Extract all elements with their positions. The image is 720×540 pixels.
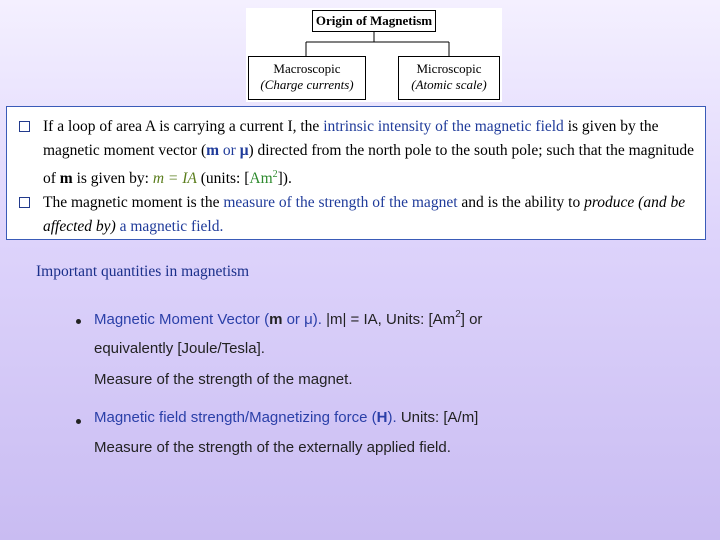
bullet2-highlight-field: a magnetic field.	[115, 218, 224, 236]
quantity-2-line-2: Measure of the strength of the externally applied field.	[94, 439, 451, 456]
bullet1-text-3: is given by the magnetic moment vector (	[43, 118, 659, 159]
bullet2-highlight-measure: measure of the strength of the magnet	[223, 194, 458, 212]
bullet1-or: or	[219, 142, 240, 159]
magnetic-moment-definition-box	[6, 106, 706, 240]
quantity-1-close: ).	[312, 311, 322, 328]
diagram-root-box	[312, 10, 436, 32]
definition-bullet-2	[17, 191, 695, 239]
quantity-1-formula-units: |m| = IA, Units: [Am	[321, 311, 456, 328]
bullet1-bold-m: m	[59, 170, 73, 188]
quantity-1-line-1	[94, 309, 482, 328]
bullet1-symbol-mu: μ	[239, 142, 249, 159]
quantity-1-or-end: ] or	[460, 311, 483, 328]
bullet2-text-3: and is the ability to	[457, 194, 585, 212]
quantity-2-name: Magnetic field strength/Magnetizing force (	[94, 409, 377, 426]
quantity-2-line-1	[94, 409, 478, 426]
quantity-1-name: Magnetic Moment Vector (	[94, 311, 270, 328]
bullet1-highlight-intrinsic: intrinsic intensity of the magnetic field	[323, 118, 564, 135]
definition-bullet-1	[17, 115, 695, 191]
bullet1-units-open: (units: [	[196, 170, 250, 188]
macroscopic-subtitle: (Charge currents)	[260, 77, 354, 92]
bullet1-text-9: is given by:	[72, 170, 153, 188]
bullet2-text-1: The magnetic moment is the	[43, 194, 224, 212]
microscopic-title: Microscopic	[416, 61, 482, 76]
bullet1-units-am: Am	[249, 170, 273, 188]
bullet2-italic-produce: produce (and be affected by)	[43, 194, 686, 236]
bullet-dot-icon	[76, 319, 81, 324]
bullet1-formula: m = IA	[152, 170, 197, 188]
quantity-2-units: Units: [A/m]	[396, 409, 479, 426]
bullet1-symbol-m: m	[206, 142, 220, 159]
macroscopic-title: Macroscopic	[273, 61, 341, 76]
diagram-macroscopic-box	[248, 56, 366, 100]
bullet1-text-7: ) directed from the north pole to the south pole; such that the magnitude of	[43, 142, 695, 188]
quantity-1-units-exponent: 2	[455, 309, 461, 320]
diagram-root-label: Origin of Magnetism	[315, 13, 433, 28]
quantity-1-line-2: equivalently [Joule/Tesla].	[94, 340, 265, 357]
quantity-2-symbol-h: H	[376, 409, 388, 426]
bullet1-units-close: ]).	[277, 170, 292, 188]
bullet1-units-exponent: 2	[272, 169, 278, 180]
quantity-1-symbol-mu: μ	[304, 311, 313, 328]
bullet-dot-icon	[76, 419, 81, 424]
microscopic-subtitle: (Atomic scale)	[411, 77, 487, 92]
quantity-1-line-3: Measure of the strength of the magnet.	[94, 371, 353, 388]
origin-diagram	[246, 8, 502, 102]
quantity-1-symbol-m: m	[269, 311, 283, 328]
checkbox-bullet-icon	[19, 121, 30, 132]
quantity-2-close: ).	[387, 409, 397, 426]
quantity-1-or: or	[282, 311, 305, 328]
section-heading: Important quantities in magnetism	[36, 263, 250, 280]
checkbox-bullet-icon	[19, 197, 30, 208]
diagram-microscopic-box	[398, 56, 500, 100]
bullet1-text-1: If a loop of area A is carrying a current I, the	[43, 118, 324, 135]
